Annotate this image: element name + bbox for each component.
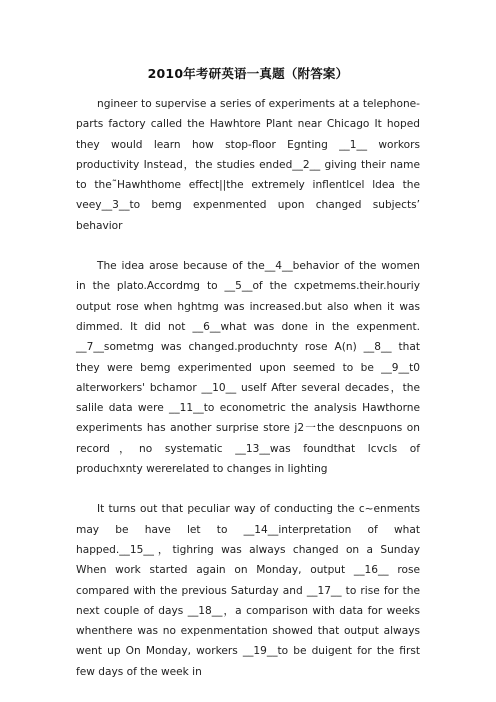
paragraph-1: ngineer to supervise a series of experiments at a telephone-parts factory called the Hawhtore Plant near Chicago It hoped they would learn how stop-floor Egnting __1__ workors productivity Instead，the studies ended__2__ giving their name to the˜Hawhthome effect||the extremely inflentlcel ldea the veey__3__to bemg expenmented upon changed subjects’ behavior [76, 98, 420, 232]
document-title: 2010年考研英语一真题（附答案） [147, 66, 349, 81]
document-body [76, 94, 420, 702]
paragraph-3: It turns out that peculiar way of conducting the c~enments may be have let to __14__interpretation of what happed.__15__，tighring was always changed on a Sunday When work started again on Monday, output __16__ rose compared with the previous Saturday and __17__ to rise for the next couple of days __18__，a comparison with data for weeks whenthere was no expenmentation showed that output always went up On Monday, workers __19__to be duigent for the first few days of the week in [76, 503, 420, 678]
paragraph-2: The idea arose because of the__4__behavior of the women in the plato.Accordmg to __5__of the cxpetmems.their.houriy output rose when hghtmg was increased.but also when it was dimmed. It did not __6__what was done in the expenment. __7__sometmg was changed.produchnty rose A(n) __8__ that they were bemg experimented upon seemed to be __9__t0 alterworkers' bchamor __10__ uself After several decades，the salile data were __11__to econometric the analysis Hawthorne experiments has another surprise store j2一the descnpuons on record，no systematic __13__was foundthat lcvcls of produchxnty wererelated to changes in lighting [76, 260, 420, 476]
